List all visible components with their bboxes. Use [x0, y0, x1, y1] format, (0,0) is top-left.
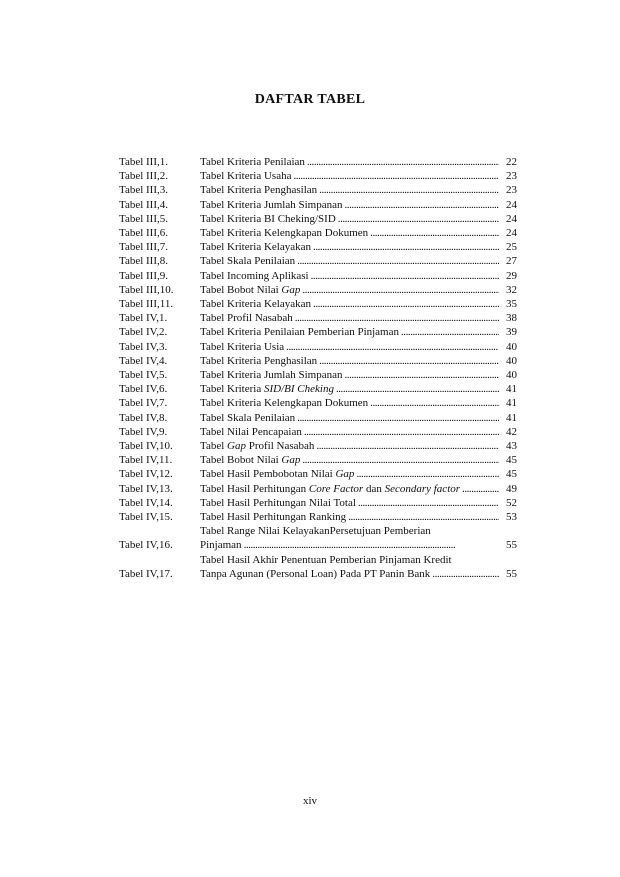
list-item — [119, 283, 517, 297]
entry-title: Tabel Profil Nasabah — [200, 312, 293, 325]
dot-leader — [313, 297, 499, 311]
page-ref: 39 — [506, 326, 517, 339]
entry-title: Tabel Kriteria Jumlah Simpanan — [200, 369, 343, 382]
dot-leader — [345, 198, 500, 212]
dot-leader — [297, 254, 499, 268]
page-ref: 45 — [506, 468, 517, 481]
dot-leader — [293, 169, 499, 183]
page-ref: 40 — [506, 354, 517, 367]
entry-title: Tabel Kriteria Penilaian — [200, 156, 305, 168]
page-ref: 45 — [506, 454, 517, 467]
table-number: Tabel IV,16. — [119, 539, 173, 552]
page-ref: 49 — [506, 482, 517, 495]
dot-leader — [338, 212, 499, 226]
entry-title: Tabel Kriteria Kelayakan — [200, 241, 312, 254]
entry-title: Tabel Kriteria Usia — [200, 340, 285, 353]
entry-title-italic: Gap — [227, 440, 246, 453]
entry-title-part: dan — [363, 482, 385, 495]
entry-title — [200, 439, 314, 453]
dot-leader — [316, 439, 499, 453]
table-number: Tabel III,2. — [119, 170, 169, 183]
table-number: Tabel III,6. — [119, 227, 169, 240]
table-number: Tabel IV,2. — [119, 326, 168, 339]
page-ref: 35 — [506, 298, 517, 311]
entry-title: Tabel Kriteria Jumlah Simpanan — [200, 198, 343, 211]
list-item — [119, 198, 517, 212]
list-item — [119, 524, 517, 552]
list-item — [119, 411, 517, 425]
dot-leader — [286, 340, 499, 354]
page-ref: 41 — [506, 397, 517, 410]
table-number: Tabel IV,9. — [119, 425, 168, 438]
page-ref: 52 — [506, 496, 517, 509]
entry-title-part: Profil Nasabah — [245, 440, 315, 453]
entry-title: Tabel Kriteria Penilaian Pemberian Pinjaman — [200, 326, 399, 339]
dot-leader — [297, 411, 499, 425]
page-ref: 40 — [506, 340, 517, 353]
entry-title-part: Tabel Kriteria — [200, 383, 264, 396]
list-item — [119, 155, 517, 169]
dot-leader — [370, 396, 499, 410]
entry-title: Tabel Nilai Pencapaian — [200, 425, 302, 438]
table-number: Tabel III,7. — [119, 241, 169, 254]
entry-title — [200, 382, 334, 396]
entry-title — [200, 453, 300, 467]
page-ref: 22 — [506, 156, 517, 168]
dot-leader — [302, 283, 499, 297]
table-number: Tabel III,11. — [119, 298, 174, 311]
entry-title — [200, 482, 460, 496]
dot-leader — [244, 538, 499, 552]
page-ref: 43 — [506, 440, 517, 453]
dot-leader — [401, 325, 499, 339]
list-item — [119, 183, 517, 197]
entry-title: Tabel Hasil Akhir Penentuan Pemberian Pinjaman Kredit — [200, 553, 452, 566]
entry-title-italic: SID/BI Cheking — [263, 383, 334, 396]
page-ref: 24 — [506, 212, 517, 225]
table-number: Tabel IV,14. — [119, 496, 173, 509]
table-number: Tabel IV,11. — [119, 454, 173, 467]
list-item — [119, 453, 517, 467]
table-number: Tabel IV,4. — [119, 354, 168, 367]
dot-leader — [319, 354, 499, 368]
table-number: Tabel III,10. — [119, 283, 174, 296]
entry-title-part: Tabel Hasil Pembobotan Nilai — [200, 468, 336, 481]
page-ref: 55 — [506, 539, 517, 552]
list-item — [119, 354, 517, 368]
table-number: Tabel IV,8. — [119, 411, 168, 424]
list-item — [119, 226, 517, 240]
dot-leader — [295, 311, 499, 325]
entry-title: Tabel Hasil Perhitungan Ranking — [200, 511, 347, 524]
page-ref: 55 — [506, 567, 517, 580]
dot-leader — [336, 382, 499, 396]
dot-leader — [311, 269, 499, 283]
entry-title: Tabel Kriteria Penghasilan — [200, 184, 318, 197]
page-ref: 23 — [506, 170, 517, 183]
table-number: Tabel IV,1. — [119, 312, 168, 325]
entry-title — [200, 283, 300, 297]
entry-title-part: Tabel Hasil Perhitungan — [200, 482, 309, 495]
dot-leader — [313, 240, 499, 254]
dot-leader — [432, 567, 499, 581]
list-item — [119, 368, 517, 382]
page-ref: 40 — [506, 369, 517, 382]
entry-title: Tabel Kriteria Kelengkapan Dokumen — [200, 227, 369, 240]
page-ref: 24 — [506, 198, 517, 211]
list-item — [119, 169, 517, 183]
page-title: DAFTAR TABEL — [254, 92, 366, 107]
entry-title: Tabel Incoming Aplikasi — [200, 269, 309, 282]
table-number: Tabel III,1. — [119, 156, 169, 168]
table-list — [119, 155, 517, 581]
table-number: Tabel IV,10. — [119, 440, 173, 453]
list-item — [119, 467, 517, 481]
list-item — [119, 439, 517, 453]
list-item — [119, 311, 517, 325]
table-number: Tabel IV,17. — [119, 567, 173, 580]
dot-leader — [462, 482, 499, 496]
table-number: Tabel III,8. — [119, 255, 169, 268]
dot-leader — [302, 453, 499, 467]
page-ref: 27 — [506, 255, 517, 268]
list-item — [119, 510, 517, 524]
entry-title: Tabel Kriteria BI Cheking/SID — [200, 212, 336, 225]
entry-title-cont: Tanpa Agunan (Personal Loan) Pada PT Panin Bank — [200, 567, 431, 580]
entry-title: Tabel Skala Penilaian — [200, 411, 296, 424]
entry-title-cont: Pinjaman — [200, 539, 242, 552]
dot-leader — [307, 155, 499, 169]
entry-title: Tabel Kriteria Kelengkapan Dokumen — [200, 397, 369, 410]
page-ref: 29 — [506, 269, 517, 282]
page-ref: 53 — [506, 511, 517, 524]
list-item — [119, 240, 517, 254]
entry-title: Tabel Range Nilai KelayakanPersetujuan Pemberian — [200, 525, 431, 538]
page-ref: 41 — [506, 383, 517, 396]
table-number: Tabel IV,3. — [119, 340, 168, 353]
dot-leader — [348, 510, 499, 524]
entry-title-italic: Secondary factor — [384, 482, 461, 495]
dot-leader — [356, 467, 499, 481]
page-ref: 25 — [506, 241, 517, 254]
dot-leader — [358, 496, 499, 510]
table-number: Tabel IV,12. — [119, 468, 173, 481]
dot-leader — [319, 183, 499, 197]
list-item — [119, 254, 517, 268]
list-item — [119, 425, 517, 439]
page-ref: 41 — [506, 411, 517, 424]
list-item — [119, 269, 517, 283]
table-number: Tabel IV,5. — [119, 369, 168, 382]
list-item — [119, 496, 517, 510]
entry-title: Tabel Hasil Perhitungan Nilai Total — [200, 496, 356, 509]
table-number: Tabel IV,15. — [119, 511, 173, 524]
entry-title-part: Tabel Bobot Nilai — [200, 454, 282, 467]
table-number: Tabel IV,13. — [119, 482, 173, 495]
list-item — [119, 396, 517, 410]
page-ref: 23 — [506, 184, 517, 197]
entry-title: Tabel Kriteria Penghasilan — [200, 354, 318, 367]
list-item — [119, 553, 517, 581]
list-item — [119, 340, 517, 354]
list-item — [119, 212, 517, 226]
list-item — [119, 382, 517, 396]
list-item — [119, 482, 517, 496]
page-ref: 24 — [506, 227, 517, 240]
list-item — [119, 325, 517, 339]
entry-title: Tabel Skala Penilaian — [200, 255, 296, 268]
page-ref: 32 — [506, 283, 517, 296]
table-number: Tabel IV,7. — [119, 397, 168, 410]
entry-title-italic: Gap — [335, 468, 355, 481]
page-number: xiv — [302, 795, 318, 807]
table-number: Tabel IV,6. — [119, 383, 168, 396]
entry-title — [200, 467, 354, 481]
table-number: Tabel III,4. — [119, 198, 169, 211]
table-number: Tabel III,9. — [119, 269, 169, 282]
page-ref: 42 — [506, 425, 517, 438]
page-ref: 38 — [506, 312, 517, 325]
dot-leader — [304, 425, 499, 439]
list-item — [119, 297, 517, 311]
entry-title-italic: Gap — [281, 283, 301, 296]
entry-title: Tabel Kriteria Usaha — [200, 170, 292, 183]
entry-title-italic: Gap — [281, 454, 301, 467]
entry-title: Tabel Kriteria Kelayakan — [200, 298, 312, 311]
table-number: Tabel III,3. — [119, 184, 169, 197]
table-number: Tabel III,5. — [119, 212, 169, 225]
dot-leader — [345, 368, 500, 382]
entry-title-part: Tabel — [200, 440, 228, 453]
dot-leader — [370, 226, 499, 240]
entry-title-part: Tabel Bobot Nilai — [200, 283, 282, 296]
entry-title-italic: Core Factor — [308, 482, 364, 495]
